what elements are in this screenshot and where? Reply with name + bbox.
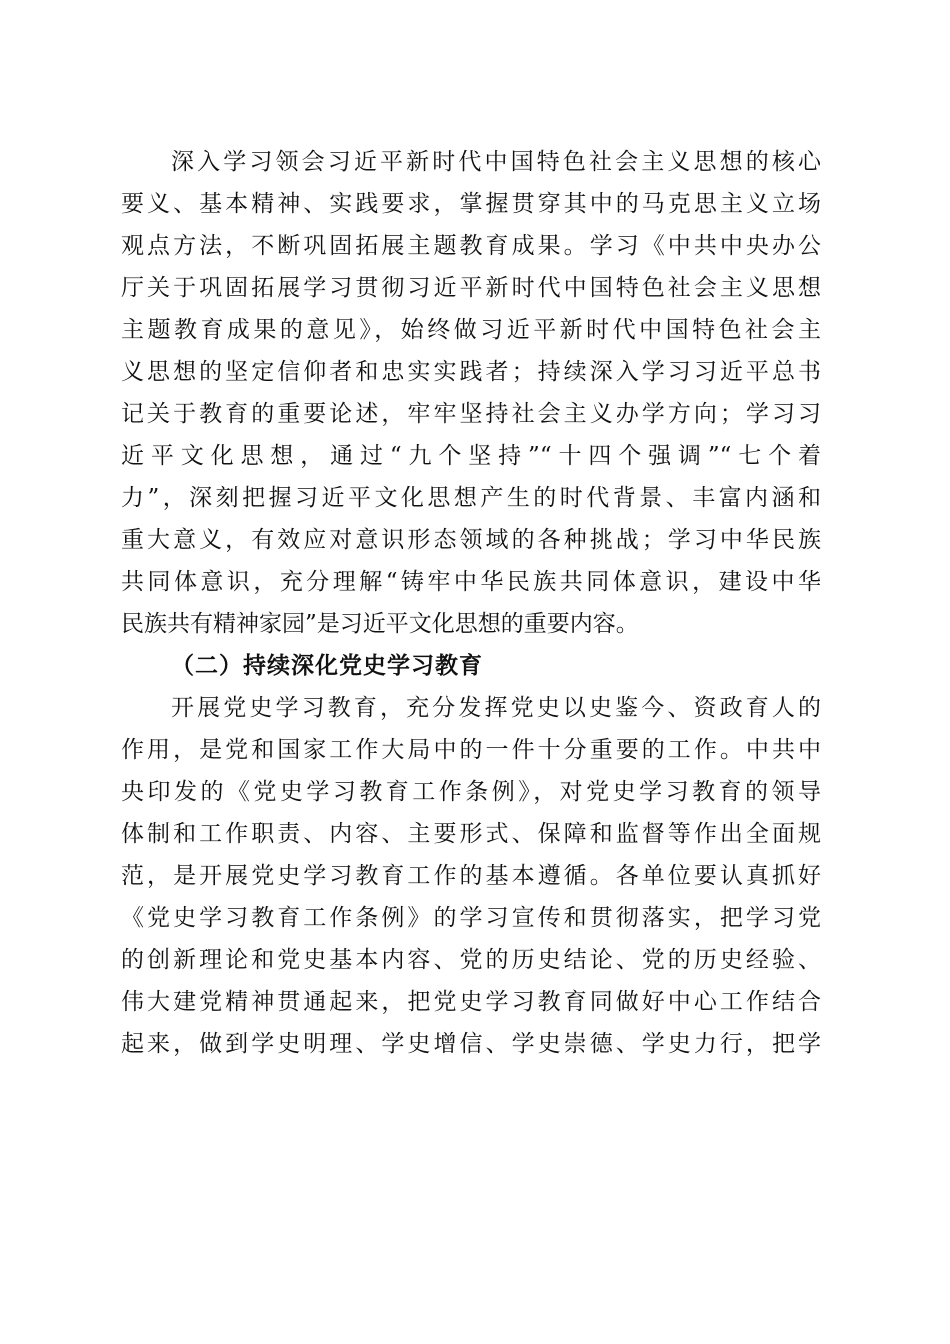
text-line: 重大意义，有效应对意识形态领域的各种挑战；学习中华民族 bbox=[121, 527, 821, 553]
text-line: 的创新理论和党史基本内容、党的历史结论、党的历史经验、 bbox=[121, 947, 821, 973]
text-line: 伟大建党精神贯通起来，把党史学习教育同做好中心工作结合 bbox=[121, 989, 821, 1015]
text-line: 义思想的坚定信仰者和忠实实践者；持续深入学习习近平总书 bbox=[121, 359, 821, 385]
text-line: 央印发的《党史学习教育工作条例》，对党史学习教育的领导 bbox=[121, 779, 821, 805]
text-line: 要义、基本精神、实践要求，掌握贯穿其中的马克思主义立场 bbox=[121, 191, 821, 217]
document-page bbox=[121, 141, 821, 1065]
text-line: 体制和工作职责、内容、主要形式、保障和监督等作出全面规 bbox=[121, 821, 821, 847]
text-line: 力”，深刻把握习近平文化思想产生的时代背景、丰富内涵和 bbox=[121, 485, 821, 511]
paragraph-theory-study bbox=[121, 141, 821, 645]
text-line: 主题教育成果的意见》，始终做习近平新时代中国特色社会主 bbox=[121, 317, 821, 343]
text-line: 观点方法，不断巩固拓展主题教育成果。学习《中共中央办公 bbox=[121, 233, 821, 259]
text-line: 作用，是党和国家工作大局中的一件十分重要的工作。中共中 bbox=[121, 737, 821, 763]
text-line: 共同体意识，充分理解“铸牢中华民族共同体意识，建设中华 bbox=[121, 569, 821, 595]
text-line: 民族共有精神家园”是习近平文化思想的重要内容。 bbox=[121, 611, 639, 637]
text-line: 开展党史学习教育，充分发挥党史以史鉴今、资政育人的 bbox=[171, 695, 821, 721]
text-line: 深入学习领会习近平新时代中国特色社会主义思想的核心 bbox=[171, 149, 821, 175]
text-line: 记关于教育的重要论述，牢牢坚持社会主义办学方向；学习习 bbox=[121, 401, 821, 427]
text-line: 近平文化思想，通过“九个坚持”“十四个强调”“七个着 bbox=[121, 443, 821, 469]
text-line: 起来，做到学史明理、学史增信、学史崇德、学史力行，把学 bbox=[121, 1031, 821, 1057]
text-line: 《党史学习教育工作条例》的学习宣传和贯彻落实，把学习党 bbox=[121, 905, 821, 931]
text-line: 厅关于巩固拓展学习贯彻习近平新时代中国特色社会主义思想 bbox=[121, 275, 821, 301]
section-heading: （二）持续深化党史学习教育 bbox=[171, 653, 483, 679]
paragraph-party-history bbox=[121, 687, 821, 1065]
text-line: 范，是开展党史学习教育工作的基本遵循。各单位要认真抓好 bbox=[121, 863, 821, 889]
